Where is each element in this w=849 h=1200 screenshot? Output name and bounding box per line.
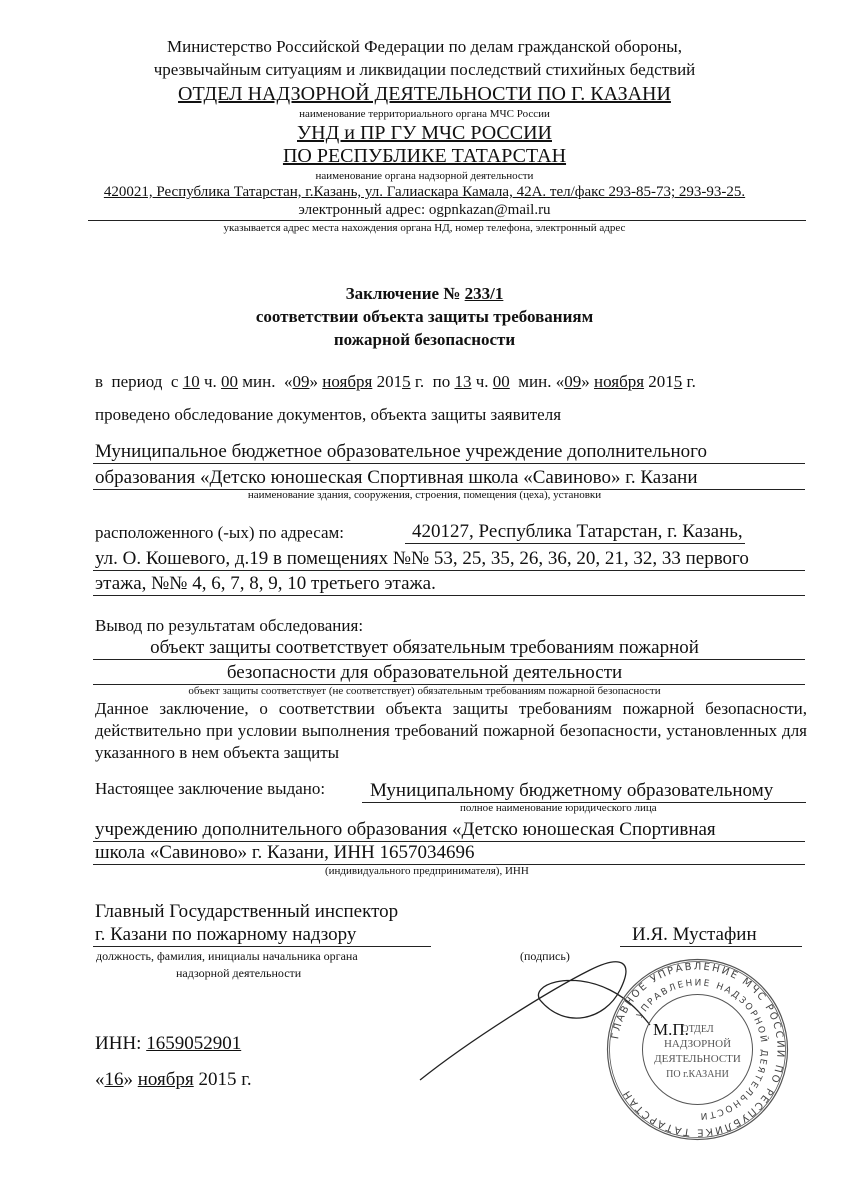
title-prefix: Заключение № [345,284,465,303]
conclusion-number: 233/1 [464,284,504,303]
svg-text:ДЕЯТЕЛЬНОСТИ: ДЕЯТЕЛЬНОСТИ [654,1053,741,1065]
svg-text:ПО г.КАЗАНИ: ПО г.КАЗАНИ [666,1069,729,1080]
start-year: 5 [402,372,411,391]
position-line-2: г. Казани по пожарному надзору [95,924,357,945]
location-line-2: ул. О. Кошевого, д.19 в помещениях №№ 53, 25, 35, 26, 36, 20, 21, 32, 33 первого [95,548,749,569]
location-underline-3 [93,595,805,596]
end-day: 09 [564,372,582,391]
inn-label: ИНН: [95,1033,147,1054]
location-underline-1 [405,543,745,544]
header-rule [88,220,806,221]
stamp-place-label: М.П. [653,1020,689,1039]
conclusion-line-1: объект защиты соответствует обязательным требованиям пожарной [150,637,699,658]
inspector-name: И.Я. Мустафин [632,924,757,945]
authority-line-1: УНД и ПР ГУ МЧС РОССИИ [297,122,552,144]
department-caption: наименование территориального органа МЧС России [299,108,550,120]
object-caption: наименование здания, сооружения, строения, помещения (цеха), установки [247,489,602,501]
issued-line-2: учреждению дополнительного образования «Детско юношеская Спортивная [95,819,716,840]
end-hour: 13 [454,372,472,391]
inspection-period: в период с 10 ч. 00 мин. «09» ноября 2015 г. по 13 ч. 00 мин. «09» ноября 2015 г. [95,372,696,391]
svg-text:НАДЗОРНОЙ: НАДЗОРНОЙ [663,1038,732,1050]
issued-label: Настоящее заключение выдано: [95,779,326,798]
end-minute: 00 [492,372,510,391]
conclusion-label: Вывод по результатам обследования: [95,616,364,635]
signature-caption: (подпись) [520,949,570,963]
start-hour: 10 [182,372,200,391]
object-line-2: образования «Детско юношеская Спортивная школа «Савиново» г. Казани [95,467,698,488]
location-line-1: 420127, Республика Татарстан, г. Казань, [412,521,743,542]
authority-address: 420021, Республика Татарстан, г.Казань, ул. Галиаскара Камала, 42А. тел/факс 293-85-73; 293-93-25. [103,184,746,200]
authority-caption: наименование органа надзорной деятельности [315,170,534,182]
issue-date: «16» ноября 2015 г. [95,1069,252,1090]
conclusion-underline-1 [93,659,805,660]
inspection-text: проведено обследование документов, объекта защиты заявителя [95,405,562,424]
official-stamp [605,957,790,1142]
end-month: ноября [593,372,645,391]
inn-value: 1659052901 [146,1033,242,1054]
location-line-3: этажа, №№ 4, 6, 7, 8, 9, 10 третьего этажа. [95,573,436,594]
position-line-1: Главный Государственный инспектор [95,901,399,922]
conclusion-title [0,285,849,302]
end-year: 5 [673,372,683,391]
title-line-2: соответствии объекта защиты требованиям [255,307,594,326]
title-line-3: пожарной безопасности [333,330,516,349]
svg-text:УПРАВЛЕНИЕ НАДЗОРНОЙ ДЕЯТЕЛЬНО: УПРАВЛЕНИЕ НАДЗОРНОЙ ДЕЯТЕЛЬНОСТИ [635,978,769,1121]
issued-caption-1: полное наименование юридического лица [460,802,657,814]
ministry-line-1: Министерство Российской Федерации по делам гражданской обороны, [167,37,682,56]
svg-text:ОТДЕЛ: ОТДЕЛ [681,1024,714,1035]
location-label: расположенного (-ых) по адресам: [95,523,345,542]
conclusion-caption: объект защиты соответствует (не соответствует) обязательным требованиям пожарной безопасности [188,685,661,697]
validity-text: Данное заключение, о соответствии объекта защиты требованиям пожарной безопасности, действительно при условии выполнения требований пожарной безопасности, установленных для указанного в нем объекта защиты [95,699,807,762]
address-caption: указывается адрес места нахождения органа НД, номер телефона, электронный адрес [223,222,626,234]
object-underline-1 [93,463,805,464]
authority-line-2: ПО РЕСПУБЛИКЕ ТАТАРСТАН [282,145,567,167]
object-line-1: Муниципальное бюджетное образовательное учреждение дополнительного [95,441,707,462]
start-minute: 00 [221,372,239,391]
issued-line-3: школа «Савиново» г. Казани, ИНН 1657034696 [95,842,475,863]
ministry-line-2: чрезвычайным ситуациям и ликвидации последствий стихийных бедствий [153,60,696,79]
conclusion-line-2: безопасности для образовательной деятельности [226,662,623,683]
date-month: ноября [137,1069,194,1090]
department-name: ОТДЕЛ НАДЗОРНОЙ ДЕЯТЕЛЬНОСТИ ПО Г. КАЗАНИ [178,83,671,105]
svg-text:ГЛАВНОЕ УПРАВЛЕНИЕ МЧС РОССИИ: ГЛАВНОЕ УПРАВЛЕНИЕ МЧС РОССИИ ПО РЕСПУБЛИКЕ ТАТАРСТАН [610,961,786,1138]
issued-line-1: Муниципальному бюджетному образовательному [370,780,774,801]
start-month: ноября [322,372,373,391]
authority-email: электронный адрес: ogpnkazan@mail.ru [298,202,551,218]
position-caption-2: надзорной деятельности [176,966,302,980]
inn-line [95,1034,241,1053]
start-day: 09 [292,372,310,391]
location-underline-2 [93,570,805,571]
issued-caption-2: (индивидуального предпринимателя), ИНН [325,865,529,877]
date-year: 2015 г. [193,1069,252,1090]
stamp-seal-icon [605,957,790,1142]
position-caption-1: должность, фамилия, инициалы начальника органа [96,949,358,963]
date-day: 16 [104,1069,124,1090]
